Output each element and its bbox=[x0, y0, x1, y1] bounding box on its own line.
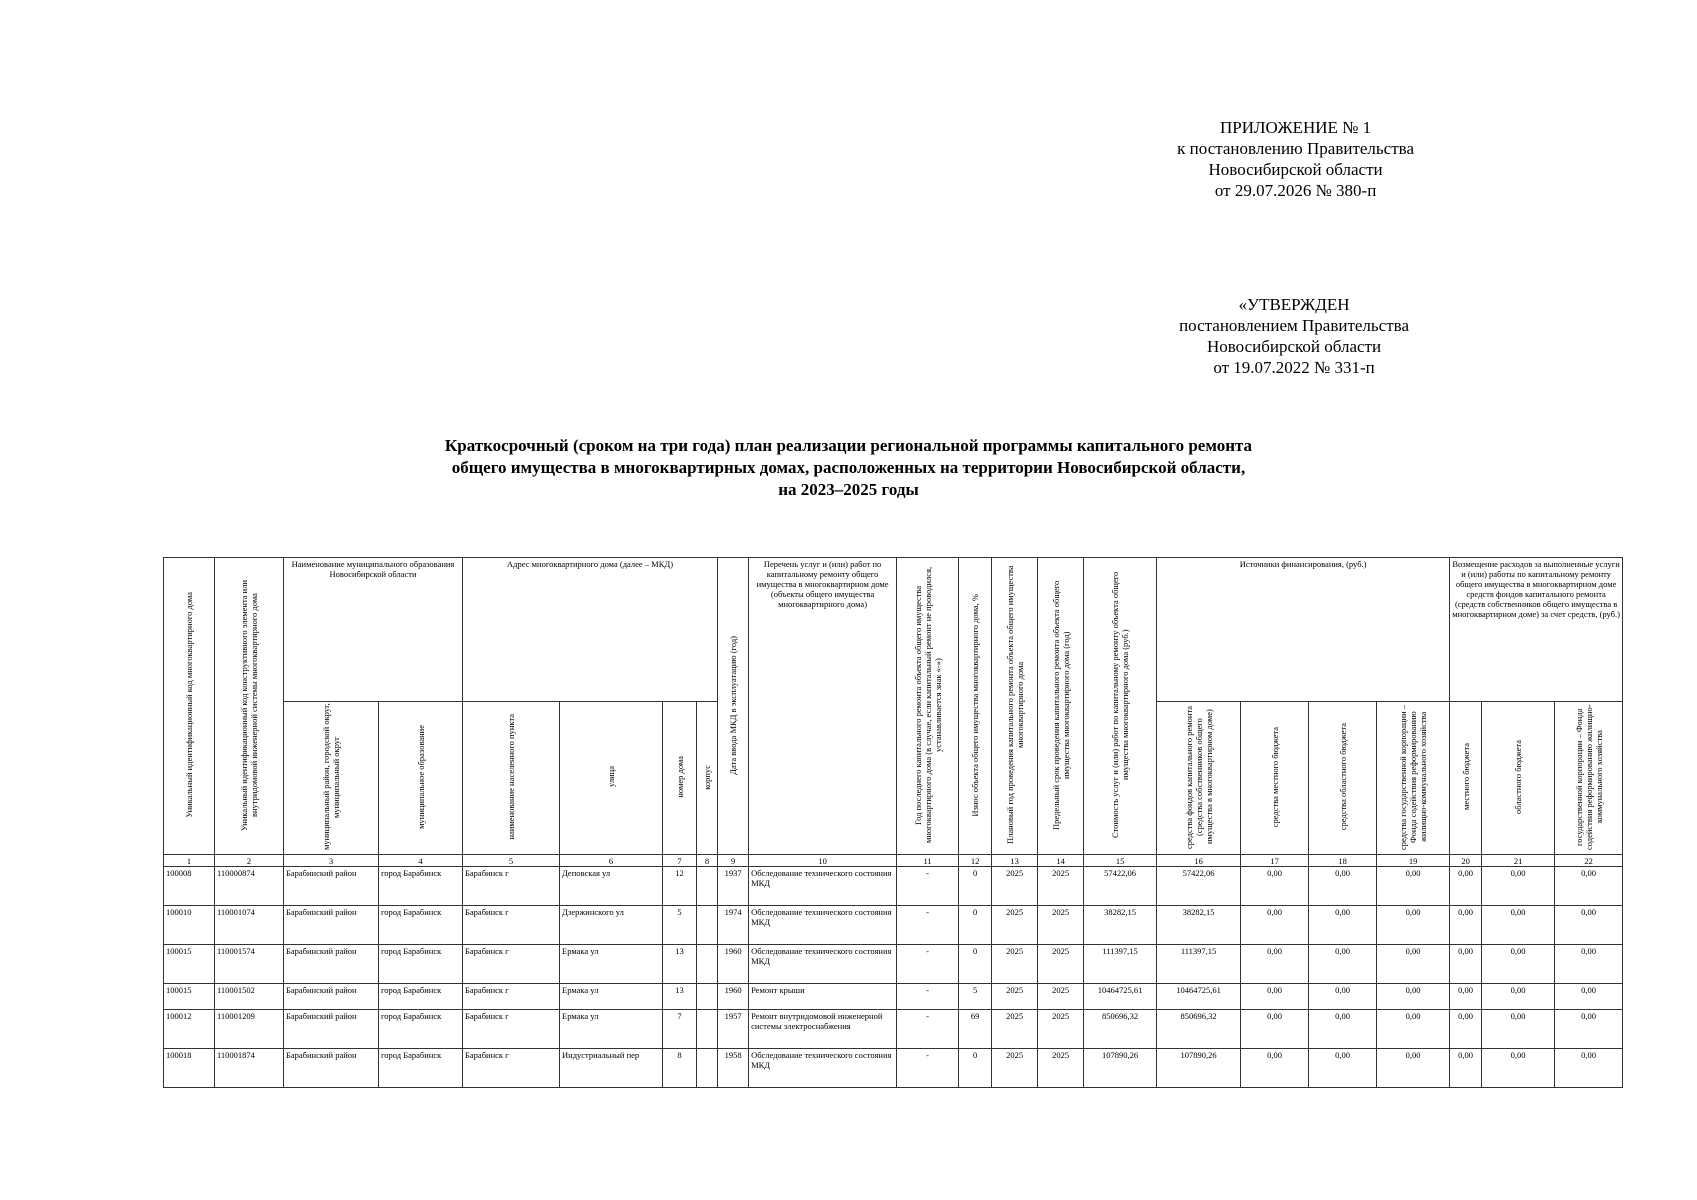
table-cell: - bbox=[897, 906, 959, 945]
header-works-list: Перечень услуг и (или) работ по капитальному ремонту общего имущества в многоквартирном доме (объекты общего имущества многоквартирного дома) bbox=[749, 558, 897, 855]
header-group-municipal: Наименование муниципального образования Новосибирской области bbox=[284, 558, 463, 702]
title-line: общего имущества в многоквартирных домах, расположенных на территории Новосибирской области, bbox=[451, 458, 1246, 477]
header-house-number: номер дома bbox=[663, 701, 697, 854]
table-cell: 0,00 bbox=[1377, 984, 1450, 1010]
table-cell: 2025 bbox=[1038, 945, 1084, 984]
header-house-id: Уникальный идентификационный код многоквартирного дома bbox=[164, 558, 215, 855]
table-cell: Обследование технического состояния МКД bbox=[749, 867, 897, 906]
header-district: муниципальный район, городской округ, муниципальный округ bbox=[284, 701, 379, 854]
table-cell: 10464725,61 bbox=[1084, 984, 1157, 1010]
table-cell: - bbox=[897, 1010, 959, 1049]
table-cell: 38282,15 bbox=[1157, 906, 1241, 945]
column-number: 3 bbox=[284, 855, 379, 867]
table-cell: 57422,06 bbox=[1084, 867, 1157, 906]
table-cell: 0,00 bbox=[1555, 1049, 1623, 1088]
table-cell: 0,00 bbox=[1377, 867, 1450, 906]
column-number: 8 bbox=[697, 855, 718, 867]
table-cell: 100008 bbox=[164, 867, 215, 906]
table-cell bbox=[697, 984, 718, 1010]
table-cell: Ремонт внутридомовой инженерной системы электроснабжения bbox=[749, 1010, 897, 1049]
table-cell: 0 bbox=[959, 906, 992, 945]
table-cell: Деповская ул bbox=[560, 867, 663, 906]
table-cell: 2025 bbox=[1038, 1010, 1084, 1049]
table-cell bbox=[697, 1010, 718, 1049]
table-cell: 2025 bbox=[992, 906, 1038, 945]
table-cell: 1957 bbox=[718, 1010, 749, 1049]
table-cell bbox=[697, 867, 718, 906]
table-cell: 0 bbox=[959, 867, 992, 906]
table-cell: 0,00 bbox=[1555, 1010, 1623, 1049]
table-cell: 110001874 bbox=[215, 1049, 284, 1088]
header-owners-funds: средства фондов капитального ремонта (средства собственников общего имущества в многоквартирном доме) bbox=[1157, 701, 1241, 854]
table-cell: 0,00 bbox=[1377, 945, 1450, 984]
table-cell: 0,00 bbox=[1482, 945, 1555, 984]
table-cell: Барабинский район bbox=[284, 1049, 379, 1088]
header-reimb-local: местного бюджета bbox=[1450, 701, 1482, 854]
table-cell: 100015 bbox=[164, 984, 215, 1010]
table-cell: 13 bbox=[663, 945, 697, 984]
column-number: 4 bbox=[379, 855, 463, 867]
table-cell: 1974 bbox=[718, 906, 749, 945]
table-cell bbox=[697, 1049, 718, 1088]
table-cell: - bbox=[897, 945, 959, 984]
column-number: 20 bbox=[1450, 855, 1482, 867]
table-cell: 0,00 bbox=[1482, 984, 1555, 1010]
header-municipality: муниципальное образование bbox=[379, 701, 463, 854]
title-line: Краткосрочный (сроком на три года) план реализации региональной программы капитального ремонта bbox=[444, 436, 1253, 455]
approval-line: Новосибирской области bbox=[1206, 337, 1382, 356]
table-cell: 8 bbox=[663, 1049, 697, 1088]
table-cell: 0,00 bbox=[1555, 984, 1623, 1010]
table-row bbox=[164, 906, 1623, 945]
table-cell: - bbox=[897, 1049, 959, 1088]
column-number: 7 bbox=[663, 855, 697, 867]
table-cell: город Барабинск bbox=[379, 1049, 463, 1088]
header-deadline: Предельный срок проведения капитального ремонта объекта общего имущества многоквартирного дома (год) bbox=[1038, 558, 1084, 855]
table-cell: 0,00 bbox=[1482, 867, 1555, 906]
column-number: 10 bbox=[749, 855, 897, 867]
header-commission-year: Дата ввода МКД в эксплуатацию (год) bbox=[718, 558, 749, 855]
approval-block bbox=[1179, 294, 1409, 378]
table-cell: 1960 bbox=[718, 945, 749, 984]
header-cost: Стоимость услуг и (или) работ по капитальному ремонту объекта общего имущества многоквартирного дома (руб.) bbox=[1084, 558, 1157, 855]
table-cell: 1937 bbox=[718, 867, 749, 906]
header-group-sources: Источники финансирования, (руб.) bbox=[1157, 558, 1450, 702]
table-cell: Ермака ул bbox=[560, 945, 663, 984]
table-cell: 0,00 bbox=[1377, 1049, 1450, 1088]
table-cell: 0,00 bbox=[1482, 906, 1555, 945]
table-cell: город Барабинск bbox=[379, 945, 463, 984]
title-line: на 2023–2025 годы bbox=[778, 480, 919, 499]
table-cell: 0,00 bbox=[1450, 906, 1482, 945]
column-number: 5 bbox=[463, 855, 560, 867]
column-number: 16 bbox=[1157, 855, 1241, 867]
table-cell: Ремонт крыши bbox=[749, 984, 897, 1010]
table-cell: 100010 bbox=[164, 906, 215, 945]
table-cell: город Барабинск bbox=[379, 1010, 463, 1049]
table-cell: 2025 bbox=[1038, 984, 1084, 1010]
column-number: 12 bbox=[959, 855, 992, 867]
header-settlement: наименование населенного пункта bbox=[463, 701, 560, 854]
table-cell: 12 bbox=[663, 867, 697, 906]
table-cell: 0,00 bbox=[1309, 945, 1377, 984]
table-cell: Барабинск г bbox=[463, 906, 560, 945]
table-cell: город Барабинск bbox=[379, 906, 463, 945]
table-cell: Обследование технического состояния МКД bbox=[749, 906, 897, 945]
table-cell: 0,00 bbox=[1241, 1049, 1309, 1088]
appendix-line: ПРИЛОЖЕНИЕ № 1 bbox=[1220, 118, 1372, 137]
capital-repair-plan-table bbox=[163, 557, 1623, 1088]
table-cell: 110001074 bbox=[215, 906, 284, 945]
table-cell: 0,00 bbox=[1309, 867, 1377, 906]
table-cell: 2025 bbox=[992, 984, 1038, 1010]
table-cell: 0 bbox=[959, 945, 992, 984]
table-cell bbox=[697, 906, 718, 945]
table-cell: Барабинск г bbox=[463, 867, 560, 906]
table-cell: 1960 bbox=[718, 984, 749, 1010]
table-cell: 0,00 bbox=[1482, 1049, 1555, 1088]
table-cell: 111397,15 bbox=[1084, 945, 1157, 984]
table-cell: 2025 bbox=[1038, 1049, 1084, 1088]
table-cell: 110001574 bbox=[215, 945, 284, 984]
column-number: 21 bbox=[1482, 855, 1555, 867]
table-cell: 1958 bbox=[718, 1049, 749, 1088]
table-cell: 0,00 bbox=[1309, 1010, 1377, 1049]
table-cell: Барабинский район bbox=[284, 1010, 379, 1049]
header-reimb-state-fund: государственной корпорации – Фонда содействия реформированию жилищно-коммунального хозяйства bbox=[1555, 701, 1623, 854]
approval-line: «УТВЕРЖДЕН bbox=[1238, 295, 1350, 314]
table-cell: 2025 bbox=[992, 945, 1038, 984]
table-cell: 0,00 bbox=[1241, 906, 1309, 945]
header-building: корпус bbox=[697, 701, 718, 854]
table-cell: 57422,06 bbox=[1157, 867, 1241, 906]
table-cell: 0,00 bbox=[1309, 906, 1377, 945]
table-cell: 107890,26 bbox=[1084, 1049, 1157, 1088]
column-number: 15 bbox=[1084, 855, 1157, 867]
table-cell: Барабинский район bbox=[284, 867, 379, 906]
table-cell: 0,00 bbox=[1241, 1010, 1309, 1049]
table-cell: город Барабинск bbox=[379, 867, 463, 906]
appendix-block bbox=[1177, 117, 1414, 201]
column-number: 9 bbox=[718, 855, 749, 867]
table-cell: 0,00 bbox=[1309, 984, 1377, 1010]
table-cell: 0,00 bbox=[1450, 1010, 1482, 1049]
table-cell: Барабинский район bbox=[284, 906, 379, 945]
table-row bbox=[164, 945, 1623, 984]
header-state-fund: средства государственной корпорации – Фонда содействия реформированию жилищно-коммунального хозяйства bbox=[1377, 701, 1450, 854]
column-number: 13 bbox=[992, 855, 1038, 867]
table-cell: 850696,32 bbox=[1157, 1010, 1241, 1049]
appendix-line: от 29.07.2026 № 380-п bbox=[1214, 181, 1377, 200]
table-row bbox=[164, 1010, 1623, 1049]
table-cell: 0,00 bbox=[1309, 1049, 1377, 1088]
table-cell: Ермака ул bbox=[560, 1010, 663, 1049]
column-number: 19 bbox=[1377, 855, 1450, 867]
column-number: 11 bbox=[897, 855, 959, 867]
table-cell: 0,00 bbox=[1482, 1010, 1555, 1049]
column-number: 18 bbox=[1309, 855, 1377, 867]
table-row bbox=[164, 1049, 1623, 1088]
column-number: 22 bbox=[1555, 855, 1623, 867]
column-number: 1 bbox=[164, 855, 215, 867]
document-title bbox=[0, 435, 1697, 501]
header-last-repair-year: Год последнего капитального ремонта объекта общего имущества многоквартирного дома (в случае, если капитальный ремонт не проводился, устанавливается знак «-») bbox=[897, 558, 959, 855]
table-cell: 110001209 bbox=[215, 1010, 284, 1049]
column-number-row bbox=[164, 855, 1623, 867]
table-cell: 0,00 bbox=[1377, 1010, 1450, 1049]
table-cell: 13 bbox=[663, 984, 697, 1010]
table-cell: 0,00 bbox=[1377, 906, 1450, 945]
table-cell: Обследование технического состояния МКД bbox=[749, 1049, 897, 1088]
table-cell: Барабинск г bbox=[463, 945, 560, 984]
table-cell: 2025 bbox=[992, 1010, 1038, 1049]
table-cell: Барабинск г bbox=[463, 1010, 560, 1049]
table-cell: 100015 bbox=[164, 945, 215, 984]
header-regional-budget: средства областного бюджета bbox=[1309, 701, 1377, 854]
table-cell: 0,00 bbox=[1555, 867, 1623, 906]
column-number: 6 bbox=[560, 855, 663, 867]
column-number: 17 bbox=[1241, 855, 1309, 867]
table-cell: Индустриальный пер bbox=[560, 1049, 663, 1088]
table-cell: 111397,15 bbox=[1157, 945, 1241, 984]
table-cell: Барабинск г bbox=[463, 984, 560, 1010]
table-cell: 0,00 bbox=[1450, 984, 1482, 1010]
table-cell: 0,00 bbox=[1555, 906, 1623, 945]
table-row bbox=[164, 984, 1623, 1010]
header-element-id: Уникальный идентификационный код конструктивного элемента или внутридомовой инженерной системы многоквартирного дома bbox=[215, 558, 284, 855]
table-cell: 0,00 bbox=[1241, 945, 1309, 984]
header-planned-year: Плановый год проведения капитального ремонта объекта общего имущества многоквартирного дома bbox=[992, 558, 1038, 855]
table-cell: 100012 bbox=[164, 1010, 215, 1049]
table-cell: Барабинский район bbox=[284, 984, 379, 1010]
table-cell: 2025 bbox=[992, 1049, 1038, 1088]
table-cell: Обследование технического состояния МКД bbox=[749, 945, 897, 984]
table-cell: 0,00 bbox=[1241, 984, 1309, 1010]
appendix-line: Новосибирской области bbox=[1208, 160, 1383, 179]
table-cell: 7 bbox=[663, 1010, 697, 1049]
table-cell: 0,00 bbox=[1555, 945, 1623, 984]
table-cell: 10464725,61 bbox=[1157, 984, 1241, 1010]
table-cell: 2025 bbox=[992, 867, 1038, 906]
table-cell: 110001502 bbox=[215, 984, 284, 1010]
approval-line: от 19.07.2022 № 331-п bbox=[1213, 358, 1375, 377]
table-cell: 5 bbox=[959, 984, 992, 1010]
table-cell: 2025 bbox=[1038, 906, 1084, 945]
table-cell: город Барабинск bbox=[379, 984, 463, 1010]
header-wear: Износ объекта общего имущества многоквартирного дома, % bbox=[959, 558, 992, 855]
table-cell: Барабинский район bbox=[284, 945, 379, 984]
table-cell bbox=[697, 945, 718, 984]
table-cell: Ермака ул bbox=[560, 984, 663, 1010]
table-cell: 0,00 bbox=[1241, 867, 1309, 906]
table-cell: 0 bbox=[959, 1049, 992, 1088]
header-group-reimbursement: Возмещение расходов за выполненные услуги и (или) работы по капитальному ремонту общего имущества в многоквартирном доме средств фондов капитального ремонта (средств собственников общего имущества в многоквартирном доме) за счет средств, (руб.) bbox=[1450, 558, 1623, 702]
table-cell: 107890,26 bbox=[1157, 1049, 1241, 1088]
header-local-budget: средства местного бюджета bbox=[1241, 701, 1309, 854]
table-cell: 110000874 bbox=[215, 867, 284, 906]
header-group-address: Адрес многоквартирного дома (далее – МКД) bbox=[463, 558, 718, 702]
table-cell: 5 bbox=[663, 906, 697, 945]
table-cell: Дзержинского ул bbox=[560, 906, 663, 945]
table-cell: 100018 bbox=[164, 1049, 215, 1088]
appendix-line: к постановлению Правительства bbox=[1177, 139, 1414, 158]
header-street: улица bbox=[560, 701, 663, 854]
table-cell: 2025 bbox=[1038, 867, 1084, 906]
table-cell: 69 bbox=[959, 1010, 992, 1049]
table-cell: 850696,32 bbox=[1084, 1010, 1157, 1049]
table-cell: - bbox=[897, 984, 959, 1010]
table-cell: 0,00 bbox=[1450, 867, 1482, 906]
header-reimb-regional: областного бюджета bbox=[1482, 701, 1555, 854]
table-cell: Барабинск г bbox=[463, 1049, 560, 1088]
table-cell: 38282,15 bbox=[1084, 906, 1157, 945]
table-cell: 0,00 bbox=[1450, 945, 1482, 984]
table-cell: 0,00 bbox=[1450, 1049, 1482, 1088]
column-number: 2 bbox=[215, 855, 284, 867]
table-cell: - bbox=[897, 867, 959, 906]
approval-line: постановлением Правительства bbox=[1179, 316, 1409, 335]
table-row bbox=[164, 867, 1623, 906]
column-number: 14 bbox=[1038, 855, 1084, 867]
